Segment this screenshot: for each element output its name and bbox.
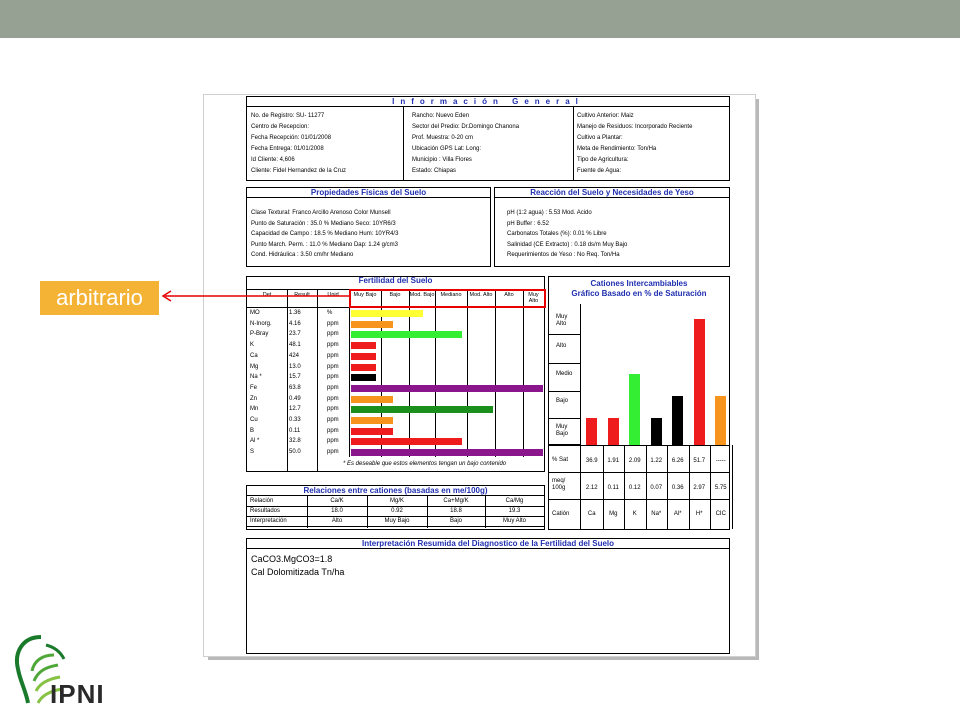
fertility-header-cell: Bajo — [389, 292, 401, 298]
cation-level-divider — [549, 334, 580, 335]
interpretation-line-1: CaCO3.MgCO3=1.8 — [251, 554, 333, 564]
fertility-result: 0.49 — [289, 395, 301, 402]
fertility-unit: ppm — [327, 406, 339, 413]
fertility-level-bar — [351, 310, 423, 317]
fertility-header-cell: Det — [262, 292, 272, 298]
cation-bar-Na* — [651, 418, 662, 446]
cation-row-label: % Sat — [552, 457, 569, 463]
relation-cell: Alto — [331, 518, 343, 524]
fertility-level-bar — [351, 396, 393, 403]
fertility-det: N-Inorg. — [250, 320, 272, 327]
fertility-unit: ppm — [327, 331, 339, 338]
cation-row-line — [549, 445, 729, 446]
relation-cell: Resultados — [250, 508, 281, 514]
fertility-header-cell: Mediano — [440, 292, 462, 298]
cation-meq-value: 5.75 — [714, 485, 727, 491]
fertility-level-bar — [351, 385, 543, 392]
soil-reaction-box — [494, 187, 730, 267]
fertility-det: Mn — [250, 406, 259, 413]
general-col1-line: Fecha Entrega: 01/01/2008 — [251, 146, 324, 152]
fertility-level-bar — [351, 321, 393, 328]
fertility-col-divider — [349, 289, 350, 457]
fertility-col-divider — [467, 289, 468, 457]
cation-meq-value: 0.07 — [650, 485, 663, 491]
reaction-row: Requerimientos de Yeso : No Req. Ton/Ha — [507, 252, 620, 258]
fertility-col-divider — [317, 289, 318, 471]
fertility-header-cell: Mod. Alto — [469, 292, 493, 298]
fertility-col-divider — [523, 289, 524, 457]
physical-row: Cond. Hidráulica : 3.50 cm/hr Mediano — [251, 252, 354, 258]
cation-row-line — [549, 499, 729, 500]
fertility-result: 12.7 — [289, 406, 301, 413]
fertility-unit: ppm — [327, 449, 339, 456]
relation-col-divider — [427, 496, 428, 528]
general-col2-line: Municipio : Villa Flores — [412, 157, 472, 163]
fertility-level-bar — [351, 406, 493, 413]
fertility-level-bar — [351, 331, 462, 338]
fertility-unit: ppm — [327, 384, 339, 391]
cation-level-divider — [549, 418, 580, 419]
fertility-det: P-Bray — [250, 331, 269, 338]
general-col3-line: Cultivo Anterior: Maiz — [577, 113, 634, 119]
fertility-level-bar — [351, 364, 376, 371]
relation-cell: Interpretación — [250, 518, 287, 524]
relation-cell: Ca/Mg — [505, 498, 524, 504]
top-banner — [0, 0, 960, 38]
cation-row-label: Catión — [552, 511, 570, 517]
relation-cell: Relación — [250, 498, 274, 504]
relation-cell: 19.3 — [508, 508, 521, 514]
reaction-row: pH (1:2 agua) : 5.53 Mod. Acido — [507, 210, 592, 216]
cation-row-label: meq/ 100g — [552, 478, 566, 491]
physical-properties-title: Propiedades Físicas del Suelo — [247, 188, 490, 198]
cations-subtitle: Gráfico Basado en % de Saturación — [571, 289, 707, 298]
cation-sat-value: ----- — [715, 458, 726, 464]
cation-meq-value: 0.12 — [628, 485, 641, 491]
relation-cell: Ca+Mg/K — [443, 498, 469, 504]
cation-level-label: Muy Bajo — [556, 424, 569, 437]
relation-row-line — [247, 506, 544, 507]
general-col1-line: Centro de Recepcion: — [251, 124, 310, 130]
interpretation-line-2: Cal Dolomitizada Tn/ha — [251, 567, 345, 577]
fertility-result: 0.33 — [289, 417, 301, 423]
relation-row-line — [247, 526, 544, 527]
relation-cell: Mg/K — [389, 498, 404, 504]
reaction-row: Salinidad (CE Extracto) : 0.18 ds/m Muy Bajo — [507, 241, 628, 248]
general-col3-line: Cultivo a Plantar: — [577, 135, 623, 141]
general-col2-line: Sector del Predio: Dr.Domingo Chanona — [412, 124, 520, 130]
cation-relations-title: Relaciones entre cationes (basadas en me/100g) — [247, 486, 544, 496]
general-col1-line: Fecha Recepción: 01/01/2008 — [251, 135, 332, 141]
cations-title: Cationes Intercambiables — [590, 279, 688, 288]
fertility-unit: ppm — [327, 352, 339, 359]
relation-cell: Muy Bajo — [384, 518, 410, 524]
fertility-level-bar — [351, 438, 462, 445]
cation-sat-value: 36.9 — [585, 458, 598, 464]
interpretation-box — [246, 538, 730, 654]
cation-bar-H* — [694, 319, 705, 446]
general-col1-line: Cliente: Fidel Hernandez de la Cruz — [251, 168, 347, 174]
arbitrario-callout-label: arbitrario — [40, 281, 159, 315]
fertility-det: Al * — [250, 438, 260, 445]
cation-sat-value: 1.22 — [650, 458, 663, 464]
cation-bar-CIC — [715, 396, 726, 446]
fertility-result: 0.11 — [289, 427, 301, 434]
relation-col-divider — [307, 496, 308, 528]
cation-sat-value: 1.91 — [607, 458, 620, 464]
fertility-header-cell: Muy Alto — [528, 292, 539, 304]
cation-bar-Al* — [672, 396, 683, 446]
fertility-det: Fe — [250, 384, 258, 391]
general-info-title: Información General — [247, 97, 729, 107]
cation-axis — [580, 304, 581, 529]
interpretation-title: Interpretación Resumida del Diagnostico de la Fertilidad del Suelo — [247, 539, 729, 549]
highlight-rectangle — [349, 289, 546, 308]
fertility-result: 32.8 — [289, 438, 301, 445]
fertility-result: 48.1 — [289, 342, 301, 349]
relation-col-divider — [485, 496, 486, 528]
fertility-result: 4.16 — [289, 320, 301, 327]
cation-sat-value: 51.7 — [693, 458, 706, 464]
fertility-col-divider — [287, 289, 288, 471]
fertility-unit: ppm — [327, 427, 339, 434]
relation-cell: 18.0 — [331, 508, 343, 514]
general-col1-line: Id Cliente: 4,606 — [251, 157, 295, 163]
fertility-result: 63.8 — [289, 384, 301, 391]
relation-cell: 18.8 — [450, 508, 462, 514]
cation-relations-box — [246, 485, 545, 530]
cation-name: Ca — [587, 511, 596, 517]
fertility-unit: ppm — [327, 342, 339, 349]
cation-name: Mg — [609, 511, 618, 517]
physical-row: Punto de Saturación : 35.0 % Mediano Seco: 10YR6/3 — [251, 220, 396, 227]
fertility-header-cell: Alto — [504, 292, 514, 298]
fertility-level-bar — [351, 353, 376, 360]
fertility-det: MO — [250, 310, 260, 316]
general-col3-line: Tipo de Agricultura: — [577, 157, 629, 163]
fertility-result: 23.7 — [289, 331, 301, 338]
soil-reaction-title: Reacción del Suelo y Necesidades de Yeso — [495, 188, 729, 198]
cation-level-divider — [549, 391, 580, 392]
fertility-unit: ppm — [327, 417, 339, 423]
fertility-header-cell: Result — [294, 292, 310, 298]
fertility-det: Mg — [250, 363, 259, 370]
cation-name: Na* — [651, 511, 662, 517]
fertility-det: Na * — [250, 374, 262, 381]
fertility-result: 15.7 — [289, 374, 301, 381]
fertility-header-cell: Unid — [327, 292, 339, 298]
cation-sat-value: 2.09 — [628, 458, 641, 464]
fertility-note: * Es deseable que estos elementos tengan un bajo contenido — [343, 461, 507, 467]
fertility-unit: ppm — [327, 374, 339, 381]
cation-name: Al* — [673, 511, 682, 517]
physical-row: Capacidad de Campo : 18.5 % Mediano Hum: 10YR4/3 — [251, 231, 399, 237]
cation-name: K — [632, 511, 637, 517]
cation-bar-Mg — [608, 418, 619, 446]
cation-level-divider — [549, 363, 580, 364]
fertility-result: 424 — [289, 352, 300, 359]
cation-level-label: Alto — [556, 343, 567, 349]
cation-name: H* — [695, 511, 703, 517]
relation-col-divider — [367, 496, 368, 528]
physical-properties-box — [246, 187, 491, 267]
fertility-det: K — [250, 342, 255, 349]
fertility-col-divider — [435, 289, 436, 457]
relation-row-line — [247, 516, 544, 517]
fertility-level-bar — [351, 374, 376, 381]
relation-cell: Muy Alto — [502, 518, 526, 524]
fertility-header-cell: Muy Bajo — [353, 292, 377, 298]
cation-level-label: Muy Alto — [556, 314, 568, 327]
fertility-det: Cu — [250, 417, 258, 423]
fertility-col-divider — [495, 289, 496, 457]
cation-col-divider — [732, 445, 733, 529]
fertility-det: Ca — [250, 352, 258, 359]
fertility-result: 13.0 — [289, 363, 301, 370]
relation-cell: 0.92 — [391, 508, 403, 514]
cation-name: CIC — [715, 511, 726, 517]
physical-row: Clase Textural: Franco Arcillo Arenoso Color Munsell — [251, 210, 391, 216]
cation-meq-value: 0.11 — [607, 485, 619, 491]
general-col3-line: Meta de Rendimiento: Ton/Ha — [577, 146, 657, 152]
ipni-logo-text: IPNI — [50, 679, 105, 709]
fertility-det: Zn — [250, 395, 258, 402]
general-col2-line: Rancho: Nuevo Eden — [412, 113, 470, 119]
relation-cell: Ca/K — [330, 498, 344, 504]
fertility-result: 1.36 — [289, 310, 301, 316]
fertility-header-cell: Mod. Bajo — [409, 292, 435, 298]
callout-arrow — [159, 289, 351, 303]
cation-bar-K — [629, 374, 640, 446]
general-col3-line: Fuente de Agua: — [577, 168, 622, 174]
cation-meq-value: 2.97 — [693, 485, 706, 491]
fertility-det: S — [250, 449, 255, 456]
fertility-level-bar — [351, 342, 376, 349]
general-col3-line: Manejo de Residuos: Incorporado Reciente — [577, 124, 693, 130]
general-col2-line: Estado: Chiapas — [412, 168, 457, 174]
cation-level-label: Bajo — [556, 398, 569, 404]
relation-cell: Bajo — [449, 518, 462, 524]
cations-box — [548, 276, 730, 530]
fertility-unit: ppm — [327, 395, 339, 402]
cation-meq-value: 2.12 — [585, 485, 598, 491]
reaction-row: Carbonatos Totales (%): 0.01 % Libre — [507, 231, 607, 237]
general-col2-line: Ubicación GPS Lat: Long: — [412, 146, 482, 152]
cation-row-line — [549, 472, 729, 473]
fertility-level-bar — [351, 428, 393, 435]
fertility-result: 50.0 — [289, 449, 301, 456]
fertility-unit: ppm — [327, 363, 339, 370]
general-col1-line: No. de Registro: SU- 11277 — [251, 113, 325, 119]
fertility-det: B — [250, 427, 255, 434]
physical-row: Punto March. Perm. : 11.0 % Mediano Dap: 1.24 g/cm3 — [251, 241, 398, 248]
fertility-level-bar — [351, 417, 393, 424]
cation-bar-Ca — [586, 418, 597, 446]
general-info-box — [246, 96, 730, 181]
fertility-unit: ppm — [327, 320, 339, 327]
fertility-unit: ppm — [327, 438, 339, 445]
cation-level-label: Medio — [556, 371, 573, 377]
reaction-row: pH Buffer : 6.52 — [507, 220, 549, 227]
general-col2-line: Prof. Muestra: 0-20 cm — [412, 135, 474, 141]
fertility-unit: % — [327, 310, 333, 316]
cation-meq-value: 0.36 — [671, 485, 684, 491]
fertility-title: Fertilidad del Suelo — [358, 276, 433, 285]
fertility-level-bar — [351, 449, 543, 456]
cation-sat-value: 6.26 — [671, 458, 684, 464]
